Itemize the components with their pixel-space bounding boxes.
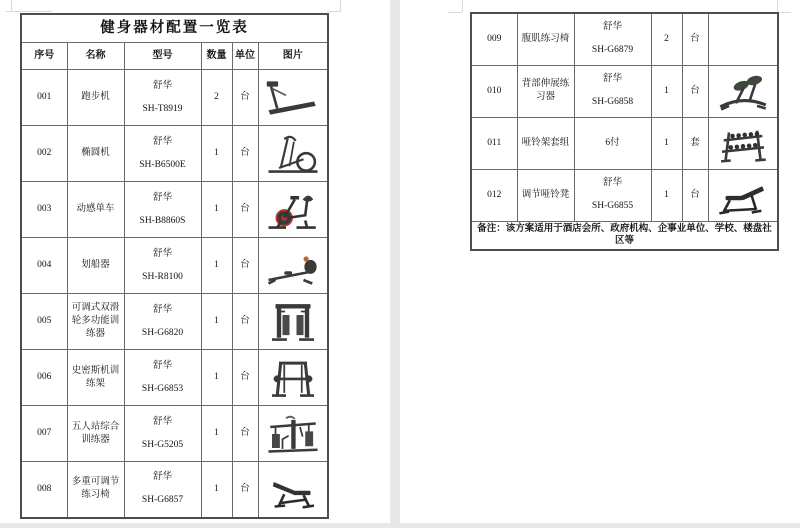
model-text: SH-R8100 [142,271,183,282]
table-row [471,65,778,117]
unit-cell: 台 [232,126,258,182]
margin-corner-mark [327,11,341,12]
equipment-name-cell: 背部伸展练习器 [517,65,574,117]
quantity-cell: 1 [201,462,232,518]
equipment-table-page-1 [20,13,329,519]
table-row [21,294,328,350]
empty-image-cell [708,13,778,65]
serial-cell: 004 [21,238,67,294]
margin-corner-mark [462,0,463,12]
equipment-name-cell: 划船器 [67,238,124,294]
equipment-name-cell: 史密斯机训练架 [67,350,124,406]
table-header-row [21,43,328,70]
table-row [21,182,328,238]
equipment-name-cell: 动感单车 [67,182,124,238]
model-cell [124,350,201,406]
equipment-name-cell: 椭圆机 [67,126,124,182]
quantity-cell: 1 [651,169,682,221]
model-text: SH-B6500E [139,159,186,170]
model-cell [574,169,651,221]
quantity-cell: 1 [201,294,232,350]
unit-cell: 台 [232,182,258,238]
quantity-cell: 2 [201,70,232,126]
spin-bike-image [258,182,328,238]
quantity-cell: 1 [201,406,232,462]
adjustable-bench-image [258,462,328,518]
equipment-name-cell: 调节哑铃凳 [517,169,574,221]
page-title: 健身器材配置一览表 [21,14,328,43]
note-cell: 备注：该方案适用于酒店会所、政府机构、企事业单位、学校、楼盘社区等 [471,221,778,250]
unit-cell: 台 [232,238,258,294]
quantity-cell: 1 [651,65,682,117]
serial-cell: 012 [471,169,517,221]
functional-trainer-image [258,294,328,350]
brand-text: 舒华 [602,178,622,189]
model-text: SH-G6858 [591,97,634,107]
model-text: SH-G6857 [141,495,184,506]
table-row [21,462,328,518]
rower-image [258,238,328,294]
equipment-name-cell: 多重可调节练习椅 [67,462,124,518]
model-text: SH-G6853 [141,383,184,394]
serial-cell: 003 [21,182,67,238]
table-title-row [21,14,328,43]
margin-corner-mark [11,0,12,11]
equipment-name-cell: 五人站综合训练器 [67,406,124,462]
brand-text: 舒华 [152,360,172,371]
equipment-name-cell: 跑步机 [67,70,124,126]
quantity-cell: 1 [201,238,232,294]
serial-cell: 011 [471,117,517,169]
serial-cell: 001 [21,70,67,126]
quantity-cell: 1 [651,117,682,169]
dumbbell-bench-image [708,169,778,221]
margin-corner-mark [777,0,778,12]
col-header-name: 名称 [67,43,124,70]
col-header-unit: 单位 [232,43,258,70]
equipment-name-cell: 哑铃架套组 [517,117,574,169]
serial-cell: 007 [21,406,67,462]
table-row [471,117,778,169]
model-cell [124,126,201,182]
unit-cell: 台 [682,169,708,221]
margin-corner-mark [6,11,52,12]
equipment-name-cell: 可调式双滑轮多功能训练器 [67,294,124,350]
note-row [471,221,778,250]
serial-cell: 009 [471,13,517,65]
model-text: SH-G6879 [591,45,634,56]
model-text: SH-G6820 [141,327,184,338]
brand-text: 舒华 [152,136,172,147]
margin-corner-mark [340,0,341,11]
quantity-cell: 1 [201,182,232,238]
col-header-serial: 序号 [21,43,67,70]
elliptical-image [258,126,328,182]
model-text: SH-G6855 [591,201,634,211]
treadmill-image [258,70,328,126]
brand-text: 舒华 [152,304,172,315]
table-row [21,70,328,126]
model-cell [124,238,201,294]
margin-corner-mark [448,12,462,13]
unit-cell: 台 [232,462,258,518]
brand-text: 舒华 [152,472,172,483]
model-cell [124,406,201,462]
document-page-2 [400,0,800,523]
serial-cell: 006 [21,350,67,406]
model-cell [574,65,651,117]
table-row [21,350,328,406]
brand-text: 舒华 [152,80,172,91]
model-cell [124,182,201,238]
dumbbell-rack-image [708,117,778,169]
model-cell [124,70,201,126]
brand-text: 舒华 [602,74,622,85]
serial-cell: 010 [471,65,517,117]
model-text: SH-B8860S [139,215,186,226]
model-cell [574,13,651,65]
unit-cell: 台 [682,65,708,117]
unit-cell: 台 [232,294,258,350]
serial-cell: 005 [21,294,67,350]
brand-text: 舒华 [602,22,622,33]
col-header-model: 型号 [124,43,201,70]
unit-cell: 台 [232,350,258,406]
equipment-name-cell: 腹肌练习椅 [517,13,574,65]
equipment-table-page-2 [470,12,779,251]
model-cell: 6付 [574,117,651,169]
table-row [471,13,778,65]
margin-corner-mark [777,12,791,13]
model-text: SH-T8919 [142,103,183,114]
smith-machine-image [258,350,328,406]
document-page-1 [0,0,390,523]
model-cell [124,294,201,350]
table-row [21,126,328,182]
back-extension-image [708,65,778,117]
table-row [21,406,328,462]
quantity-cell: 1 [201,126,232,182]
multi-station-image [258,406,328,462]
quantity-cell: 1 [201,350,232,406]
model-text: SH-G5205 [141,439,184,450]
model-cell [124,462,201,518]
unit-cell: 台 [232,70,258,126]
col-header-quantity: 数量 [201,43,232,70]
unit-cell: 台 [232,406,258,462]
brand-text: 舒华 [152,416,172,427]
col-header-picture: 图片 [258,43,328,70]
quantity-cell: 2 [651,13,682,65]
serial-cell: 008 [21,462,67,518]
table-row [21,238,328,294]
table-row [471,169,778,221]
brand-text: 舒华 [152,248,172,259]
serial-cell: 002 [21,126,67,182]
brand-text: 舒华 [152,192,172,203]
unit-cell: 台 [682,13,708,65]
unit-cell: 套 [682,117,708,169]
